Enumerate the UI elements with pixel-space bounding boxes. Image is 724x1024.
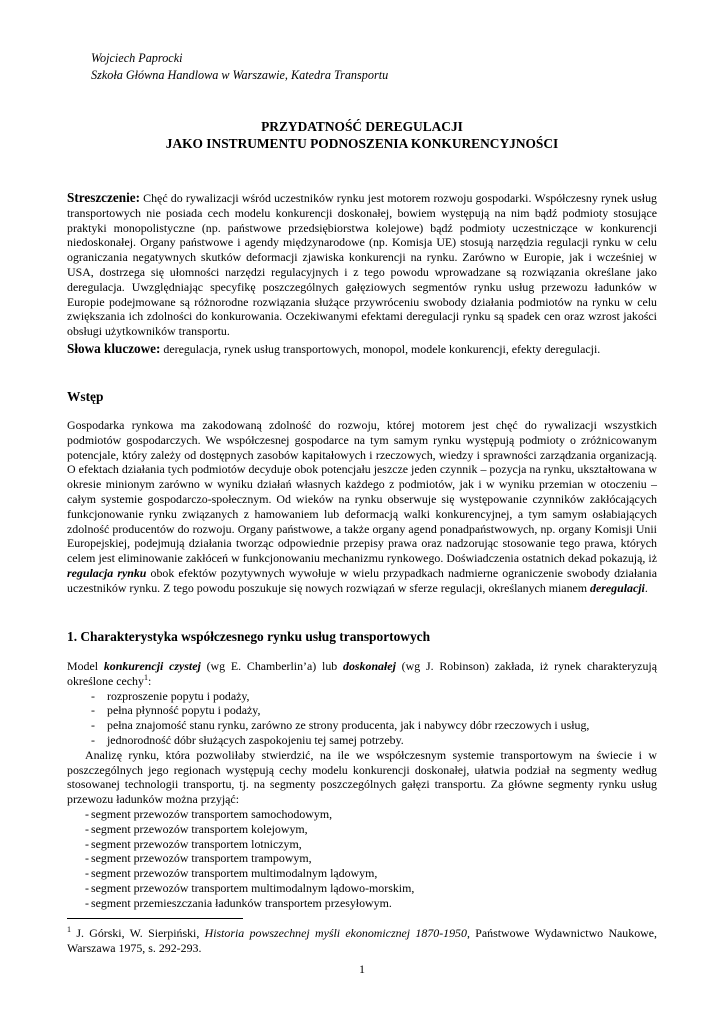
list-item: - jednorodność dóbr służących zaspokojeniu tej samej potrzeby. (91, 732, 404, 747)
emphasis-konkurencji-czystej: konkurencji czystej (103, 659, 201, 673)
intro-text-c: . (644, 580, 648, 595)
intro-paragraph (67, 418, 657, 596)
author-name: Wojciech Paprocki (91, 51, 183, 65)
intro-emphasis-regulacja: regulacja rynku (67, 565, 147, 580)
abstract-text: Chęć do rywalizacji wśród uczestników rynku jest motorem rozwoju gospodarki. Współczesny rynek usług transportowych nie posiada cech modelu konkurencji doskonałej, bowiem występują na nim bądź podmioty stosujące praktyki monopolistyczne (np. państwowe przedsiębiorstwa kolejowe) bądź podmioty uczestniczące w konkurencji niedoskonałej. Organy państwowe i agendy międzynarodowe (np. Komisja UE) stosują narzędzia regulacji rynku w celu ograniczania negatywnych skutków deformacji zjawiska konkurencji na rynku. Zarówno w Europie, jak i wcześniej w USA, dostrzega się ułomności narzędzi regulacyjnych i z tego powodu wprowadzane są rozwiązania określane jako deregulacja. Uwzględniając specyfikę poszczególnych gałęziowych segmentów rynku usług przewozu ładunków w Europie podejmowane są różnorodne rozwiązania służące przywróceniu swobody działania podmiotów na rynku w celu zwiększania ich zdolności do konkurowania. Oczekiwanymi efektami deregulacji rynku są spadek cen oraz wzrost jakości obsługi użytkowników transportu. (67, 191, 657, 339)
list-item: - segment przewozów transportem samochodowym, (85, 806, 333, 821)
section1-paragraph-1: Model konkurencji czystej (wg E. Chamberlin’a) lub doskonałej (wg J. Robinson) zakłada, iż rynek charakteryzują określone cechy$^1$: (67, 659, 657, 688)
intro-text-b: obok efektów pozytywnych wywołuje w wielu przypadkach nadmierne ograniczenie swobody działania uczestników rynku. Z tego powodu poszukuje się nowych rozwiązań w sferze regulacji, określanych mianem (67, 565, 657, 595)
section1-body (67, 659, 657, 911)
list-item: - rozproszenie popytu i podaży, (91, 688, 250, 703)
page-number: 1 (359, 962, 365, 976)
section1-heading: 1. Charakterystyka współczesnego rynku usług transportowych (67, 629, 431, 644)
list-item: - segment przemieszczania ładunków transportem przesyłowym. (85, 895, 392, 910)
intro-text-a: Gospodarka rynkowa ma zakodowaną zdolność do rozwoju, której motorem jest chęć do rywalizacji wszystkich podmiotów gospodarczych. We współczesnej gospodarce na tym samym rynku występują podmioty o zróżnicowanym potencjale, który zależy od dostępnych zasobów kapitałowych i rzeczowych, wiedzy i sprawności zarządzania organizacją. O efektach działania tych podmiotów decyduje obok potencjału jeszcze jeden czynnik – pozycja na rynku, ukształtowana w okresie minionym zarówno w wyniku działań własnych każdego z podmiotów, jak i w wyniku przemian w otoczeniu – całym systemie gospodarczo-społecznym. Od wieków na rynku obserwuje się występowanie czynników zakłócających funkcjonowanie rynku związanych z hamowaniem lub deformacją walki konkurencyjnej, a tym samym osłabiających zdolność producentów do rozwoju. Organy państwowe, a także organy agend ponadpaństwowych, np. organy Komisji Unii Europejskiej, podejmują działania tworząc odpowiednie przepisy prawa oraz nadzorując stosowanie tego prawa, których celem jest eliminowanie zakłóceń w funkcjonowaniu mechanizmu rynkowego. Doświadczenia ostatnich dekad pokazują, iż (67, 418, 657, 566)
footnote: $^1$ J. Górski, W. Sierpiński, Historia powszechnej myśli ekonomicznej 1870-1950, Państwowe Wydawnictwo Naukowe, Warszawa 1975, s. 292-293. (67, 925, 657, 955)
author-block (91, 50, 388, 84)
list-item: - segment przewozów transportem kolejowym, (85, 821, 308, 836)
list-item: - segment przewozów transportem trampowym, (85, 851, 312, 866)
footnote-book-title: Historia powszechnej myśli ekonomicznej 1870-1950 (204, 926, 467, 940)
keywords-text: deregulacja, rynek usług transportowych, monopol, modele konkurencji, efekty deregulacji. (160, 342, 601, 356)
paper-title (67, 118, 657, 152)
footnote-number: 1 (67, 925, 71, 935)
author-affiliation: Szkoła Główna Handlowa w Warszawie, Katedra Transportu (91, 68, 389, 82)
footnote-ref[interactable]: 1 (143, 672, 148, 682)
title-line-1: PRZYDATNOŚĆ DEREGULACJI (261, 119, 463, 134)
intro-heading: Wstęp (67, 389, 104, 404)
emphasis-doskonalej: doskonałej (343, 659, 396, 673)
section1-paragraph-2: Analizę rynku, która pozwoliłaby stwierdzić, na ile we współczesnym systemie transportowym na świecie i w poszczególnych jego regionach występują cechy modelu konkurencji doskonałej, ułatwia podział na segmenty według stosowanej technologii transportu, tj. na segmenty poszczególnych gałęzi transportu. Za główne segmenty rynku usług przewozu ładunków można przyjąć: (67, 747, 657, 807)
abstract-label: Streszczenie: (67, 190, 140, 205)
list-item: - pełna płynność popytu i podaży, (91, 703, 261, 718)
footnote-divider (67, 918, 243, 919)
keywords (67, 342, 657, 357)
keywords-label: Słowa kluczowe: (67, 341, 161, 356)
abstract (67, 191, 657, 339)
segments-list (67, 807, 657, 911)
title-line-2: JAKO INSTRUMENTU PODNOSZENIA KONKURENCYJNOŚCI (165, 136, 559, 151)
features-list (67, 689, 657, 748)
list-item: - segment przewozów transportem multimodalnym lądowym, (85, 866, 378, 881)
list-item: - segment przewozów transportem multimodalnym lądowo-morskim, (85, 880, 415, 895)
list-item: - pełna znajomość stanu rynku, zarówno ze strony producenta, jak i nabywcy dóbr rzeczowych i usług, (91, 718, 590, 733)
list-item: - segment przewozów transportem lotniczym, (85, 836, 302, 851)
intro-emphasis-deregulacja: deregulacji (590, 580, 645, 595)
